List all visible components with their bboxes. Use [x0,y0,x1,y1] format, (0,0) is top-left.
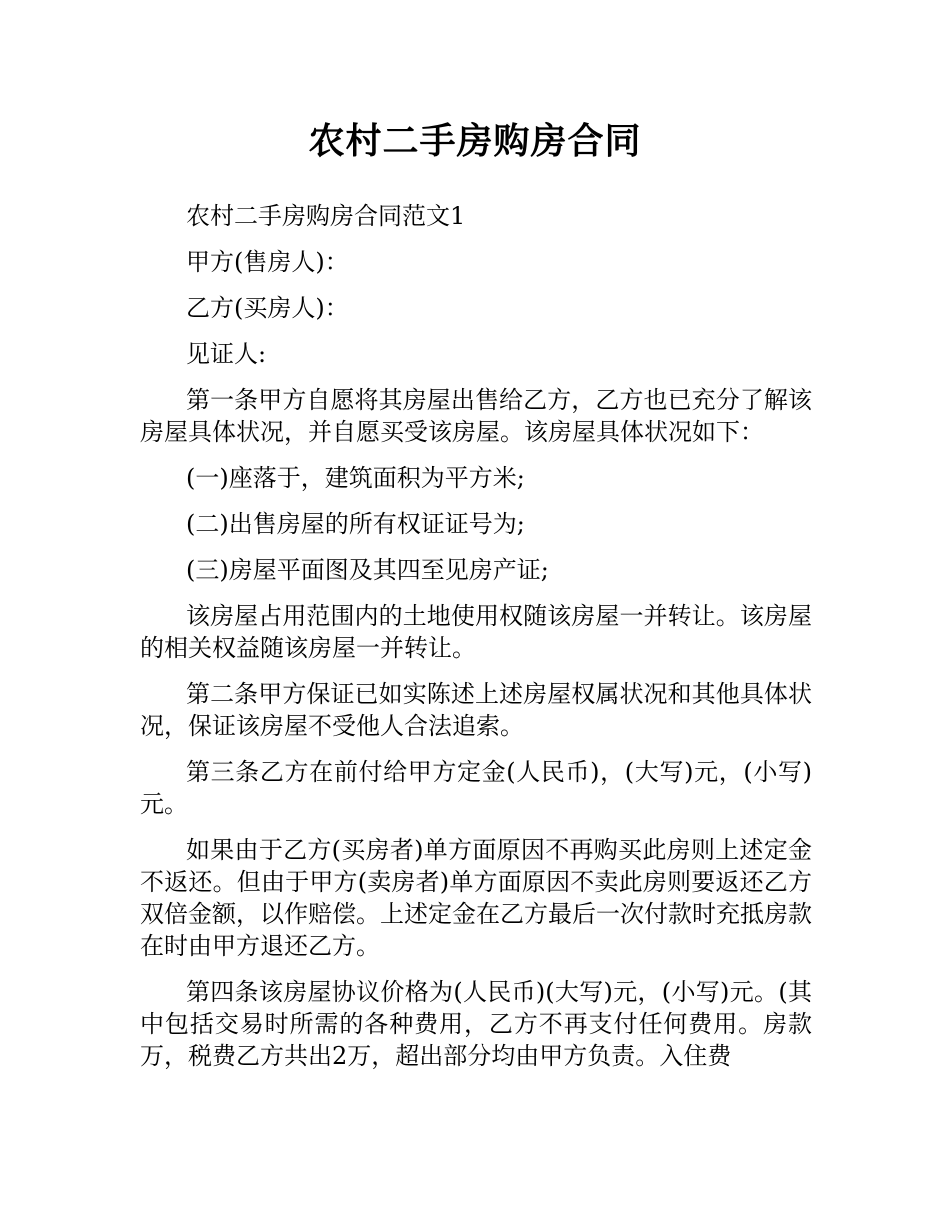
paragraph-land-rights: 该房屋占用范围内的土地使用权随该房屋一并转让。该房屋的相关权益随该房屋一并转让。 [140,602,812,662]
paragraph-witness: 见证人: [186,340,267,368]
paragraph-article-2: 第二条甲方保证已如实陈述上述房屋权属状况和其他具体状况，保证该房屋不受他人合法追索。 [140,680,812,740]
paragraph-article-1: 第一条甲方自愿将其房屋出售给乙方，乙方也已充分了解该房屋具体状况，并自愿买受该房屋。该房屋具体状况如下： [140,386,812,446]
paragraph-item-1: (一)座落于，建筑面积为平方米; [186,464,525,492]
paragraph-heading: 农村二手房购房合同范文1 [186,202,466,230]
paragraph-deposit-terms: 如果由于乙方(买房者)单方面原因不再购买此房则上述定金不返还。但由于甲方(卖房者)单方面原因不卖此房则要返还乙方双倍金额，以作赔偿。上述定金在乙方最后一次付款时充抵房款在时由甲方退还乙方。 [140,836,812,960]
paragraph-item-3: (三)房屋平面图及其四至见房产证; [186,556,549,584]
paragraph-article-3: 第三条乙方在前付给甲方定金(人民币)，(大写)元，(小写)元。 [140,758,812,818]
document-body [140,200,812,1086]
document-title: 农村二手房购房合同 [308,121,642,162]
paragraph-party-b: 乙方(买房人)： [186,294,349,322]
paragraph-article-4: 第四条该房屋协议价格为(人民币)(大写)元，(小写)元。(其中包括交易时所需的各种费用，乙方不再支付任何费用。房款万，税费乙方共出2万，超出部分均由甲方负责。入住费 [140,978,812,1070]
paragraph-item-2: (二)出售房屋的所有权证证号为; [186,510,525,538]
paragraph-party-a: 甲方(售房人)： [186,248,349,276]
